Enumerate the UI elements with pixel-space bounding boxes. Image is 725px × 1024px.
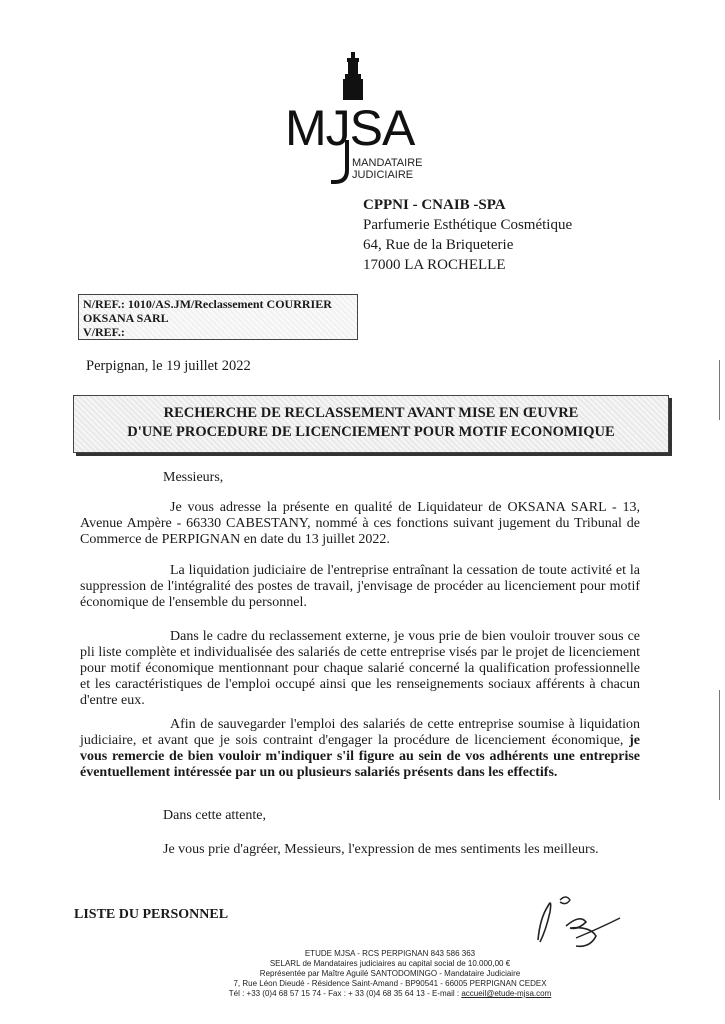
paragraph-4-text: Afin de sauvegarder l'emploi des salariés de cette entreprise soumise à liquidation judiciaire, et avant que je sois contraint d'engager la procédure de licenciement économique,	[80, 717, 640, 748]
logo-subtitle-line2: JUDICIAIRE	[352, 169, 414, 181]
footer-email-link[interactable]: accueil@etude-mjsa.com	[461, 989, 552, 998]
logo-j-tail-icon	[325, 140, 355, 186]
salutation: Messieurs,	[163, 470, 224, 485]
recipient-address	[363, 195, 572, 275]
footer-line2: SELARL de Mandataires judiciaires au capital social de 10.000,00 €	[269, 959, 511, 968]
closing-formula: Je vous prie d'agréer, Messieurs, l'expression de mes sentiments les meilleurs.	[163, 842, 599, 857]
recipient-line2: 64, Rue de la Briqueterie	[363, 237, 514, 253]
your-reference: V/REF.:	[83, 325, 125, 339]
scan-edge-mark	[719, 690, 720, 800]
footer-line3: Représentée par Maître Aguilé SANTODOMINGO - Mandataire Judiciaire	[259, 969, 521, 978]
footer-line4: 7, Rue Léon Dieudé - Résidence Saint-Amand - BP90541 - 66005 PERPIGNAN CEDEX	[233, 979, 547, 988]
paragraph-3: Dans le cadre du reclassement externe, je vous prie de bien vouloir trouver sous ce pli liste complète et individualisée des salariés de cette entreprise visés par le projet de licenciement pour motif économique mentionnant pour chaque salarié concerné la qualification professionnelle et les caractéristiques de l'emploi occupé ainsi que les renseignements sociaux afférents à chacun d'entre eux.	[80, 629, 640, 708]
logo-subtitle	[352, 157, 423, 181]
paragraph-2: La liquidation judiciaire de l'entreprise entraînant la cessation de toute activité et la suppression de l'intégralité des postes de travail, j'envisage de procéder au licenciement pour motif économique de l'ensemble du personnel.	[80, 563, 640, 610]
paragraph-4-emphasis: je vous remercie de bien vouloir m'indiquer s'il figure au sein de vos adhérents une entreprise éventuellement intéressée par un ou plusieurs salariés présents dans les effectifs.	[80, 733, 640, 780]
logo-subtitle-line1: MANDATAIRE	[352, 157, 423, 169]
recipient-line3: 17000 LA ROCHELLE	[363, 257, 506, 273]
footer	[200, 949, 580, 999]
subject-box	[73, 395, 669, 453]
footer-contact: Tél : +33 (0)4 68 57 15 74 - Fax : + 33 (0)4 68 35 64 13 - E-mail :	[228, 989, 462, 998]
subject-line2: D'UNE PROCEDURE DE LICENCIEMENT POUR MOTIF ECONOMIQUE	[127, 424, 615, 440]
handwritten-signature	[520, 878, 630, 958]
scan-edge-mark	[719, 360, 720, 420]
subject-line1: RECHERCHE DE RECLASSEMENT AVANT MISE EN ŒUVRE	[163, 405, 579, 421]
our-reference: N/REF.: 1010/AS.JM/Reclassement COURRIER	[83, 297, 332, 311]
paragraph-1: Je vous adresse la présente en qualité de Liquidateur de OKSANA SARL - 13, Avenue Ampère - 66330 CABESTANY, nommé à ces fonctions suivant jugement du Tribunal de Commerce de PERPIGNAN en date du 13 juillet 2022.	[80, 500, 640, 547]
closing-line: Dans cette attente,	[163, 808, 267, 823]
recipient-line1: Parfumerie Esthétique Cosmétique	[363, 217, 573, 233]
logo-wordmark: MJSA	[285, 100, 415, 156]
date-line: Perpignan, le 19 juillet 2022	[86, 358, 251, 374]
reference-box	[78, 294, 358, 340]
reference-company: OKSANA SARL	[83, 311, 169, 325]
footer-line5	[200, 989, 580, 999]
staff-list-title: LISTE DU PERSONNEL	[74, 907, 229, 922]
footer-line1: ETUDE MJSA - RCS PERPIGNAN 843 586 363	[304, 949, 476, 958]
recipient-org: CPPNI - CNAIB -SPA	[363, 197, 506, 213]
paragraph-4	[80, 717, 640, 781]
tower-logo-icon	[340, 52, 366, 100]
